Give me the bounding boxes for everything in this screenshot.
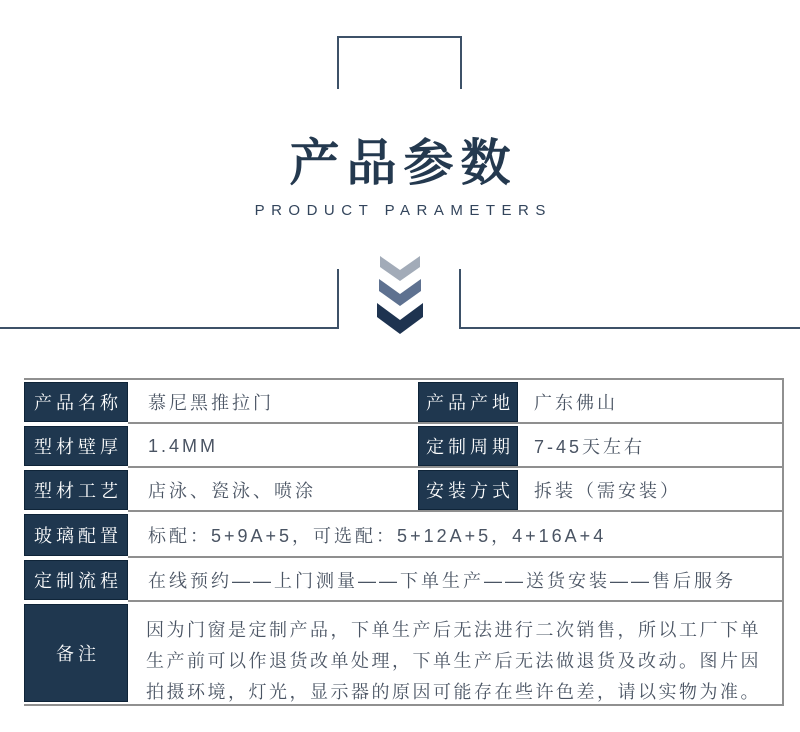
row-label: 备注 [24, 604, 128, 702]
row-label: 产品名称 [24, 382, 128, 422]
table-row [24, 380, 782, 424]
left-divider-stub [337, 269, 339, 329]
row-label: 型材壁厚 [24, 426, 128, 466]
row-label: 定制周期 [418, 426, 518, 466]
table-row [24, 602, 782, 704]
table-row [24, 512, 782, 558]
parameters-table [24, 378, 784, 706]
row-value: 因为门窗是定制产品，下单生产后无法进行二次销售，所以工厂下单生产前可以作退货改单处理，下单生产后无法做退货及改动。图片因拍摄环境，灯光，显示器的原因可能存在些许色差，请以实物为准。 [146, 620, 761, 702]
row-value: 店泳、瓷泳、喷涂 [148, 481, 316, 501]
row-value: 慕尼黑推拉门 [148, 393, 274, 413]
row-label: 产品产地 [418, 382, 518, 422]
table-row [24, 468, 782, 512]
row-value: 拆装（需安装） [534, 481, 681, 501]
page-title: 产品参数 [289, 135, 518, 191]
row-label: 安装方式 [418, 470, 518, 510]
row-label: 玻璃配置 [24, 514, 128, 556]
row-value: 标配：5+9A+5，可选配：5+12A+5，4+16A+4 [148, 526, 607, 546]
page-subtitle: PRODUCT PARAMETERS [254, 202, 552, 219]
right-divider-stub [459, 269, 461, 329]
table-row [24, 558, 782, 602]
row-label: 型材工艺 [24, 470, 128, 510]
triple-chevron-down-icon [374, 256, 426, 340]
table-row [24, 424, 782, 468]
row-value: 7-45天左右 [534, 437, 646, 457]
top-bracket-decoration [337, 36, 462, 89]
left-divider-line [0, 327, 338, 329]
right-divider-line [460, 327, 800, 329]
row-label: 定制流程 [24, 560, 128, 600]
row-value: 1.4MM [148, 435, 219, 456]
row-value: 广东佛山 [534, 393, 618, 413]
row-value: 在线预约——上门测量——下单生产——送货安装——售后服务 [148, 571, 736, 591]
